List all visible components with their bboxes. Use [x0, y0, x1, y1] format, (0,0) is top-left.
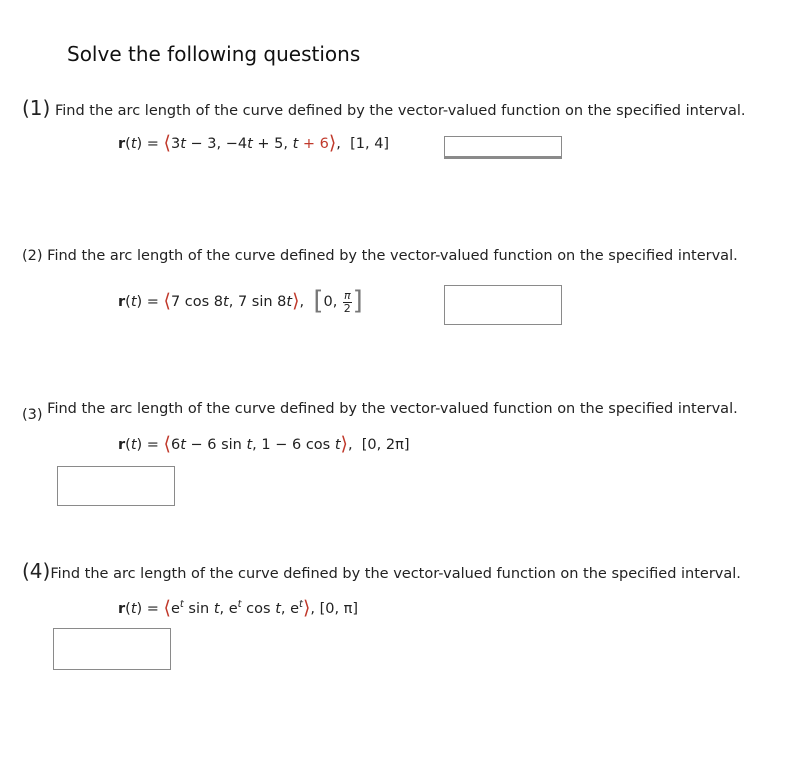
- page-title: Solve the following questions: [67, 42, 361, 66]
- question-1-text: Find the arc length of the curve defined by the vector-valued function on the specified interval.: [54, 103, 746, 119]
- question-4-formula: $r(t) = ⟨e^t$ sin t, $e^t$ cos t, $e^t⟩$, [0, π]: [118, 597, 359, 619]
- question-2-formula: r(t) = ⟨7 cos 8t, 7 sin 8t⟩, [0, $\frac{\pi}{2}$ ]: [118, 286, 363, 316]
- question-3-prompt: [22, 401, 738, 423]
- question-2-interval-start: 0,: [323, 294, 338, 310]
- question-3-interval: [0, 2π]: [361, 437, 410, 453]
- question-1-formula: r(t) = ⟨3t − 3, −4t + 5, t + 6⟩, [1, 4]: [118, 132, 390, 154]
- question-3-number: (3): [22, 407, 43, 423]
- question-4-interval: , [0, π]: [310, 601, 359, 617]
- question-2-answer-input[interactable]: [444, 285, 562, 325]
- question-3-answer-input[interactable]: [57, 466, 175, 506]
- question-1-interval: [1, 4]: [350, 136, 390, 152]
- question-2-interval-fraction: $\frac{\pi}{2}$: [343, 288, 351, 315]
- question-2-prompt: [22, 248, 738, 264]
- question-1-number: (1): [22, 96, 51, 120]
- question-3-text: Find the arc length of the curve defined by the vector-valued function on the specified interval.: [47, 401, 738, 417]
- question-4-answer-input[interactable]: [53, 628, 171, 670]
- question-4-prompt: [22, 559, 741, 583]
- question-2-number: (2): [22, 248, 43, 264]
- question-3-formula: r(t) = ⟨6t − 6 sin t, 1 − 6 cos t⟩, [0, 2π]: [118, 433, 410, 455]
- question-1-prompt: [22, 96, 746, 120]
- question-1-answer-input[interactable]: [444, 136, 562, 159]
- question-2-text: Find the arc length of the curve defined by the vector-valued function on the specified interval.: [47, 248, 738, 264]
- question-4-number: (4): [22, 559, 51, 583]
- question-4-text: Find the arc length of the curve defined by the vector-valued function on the specified interval.: [50, 566, 741, 582]
